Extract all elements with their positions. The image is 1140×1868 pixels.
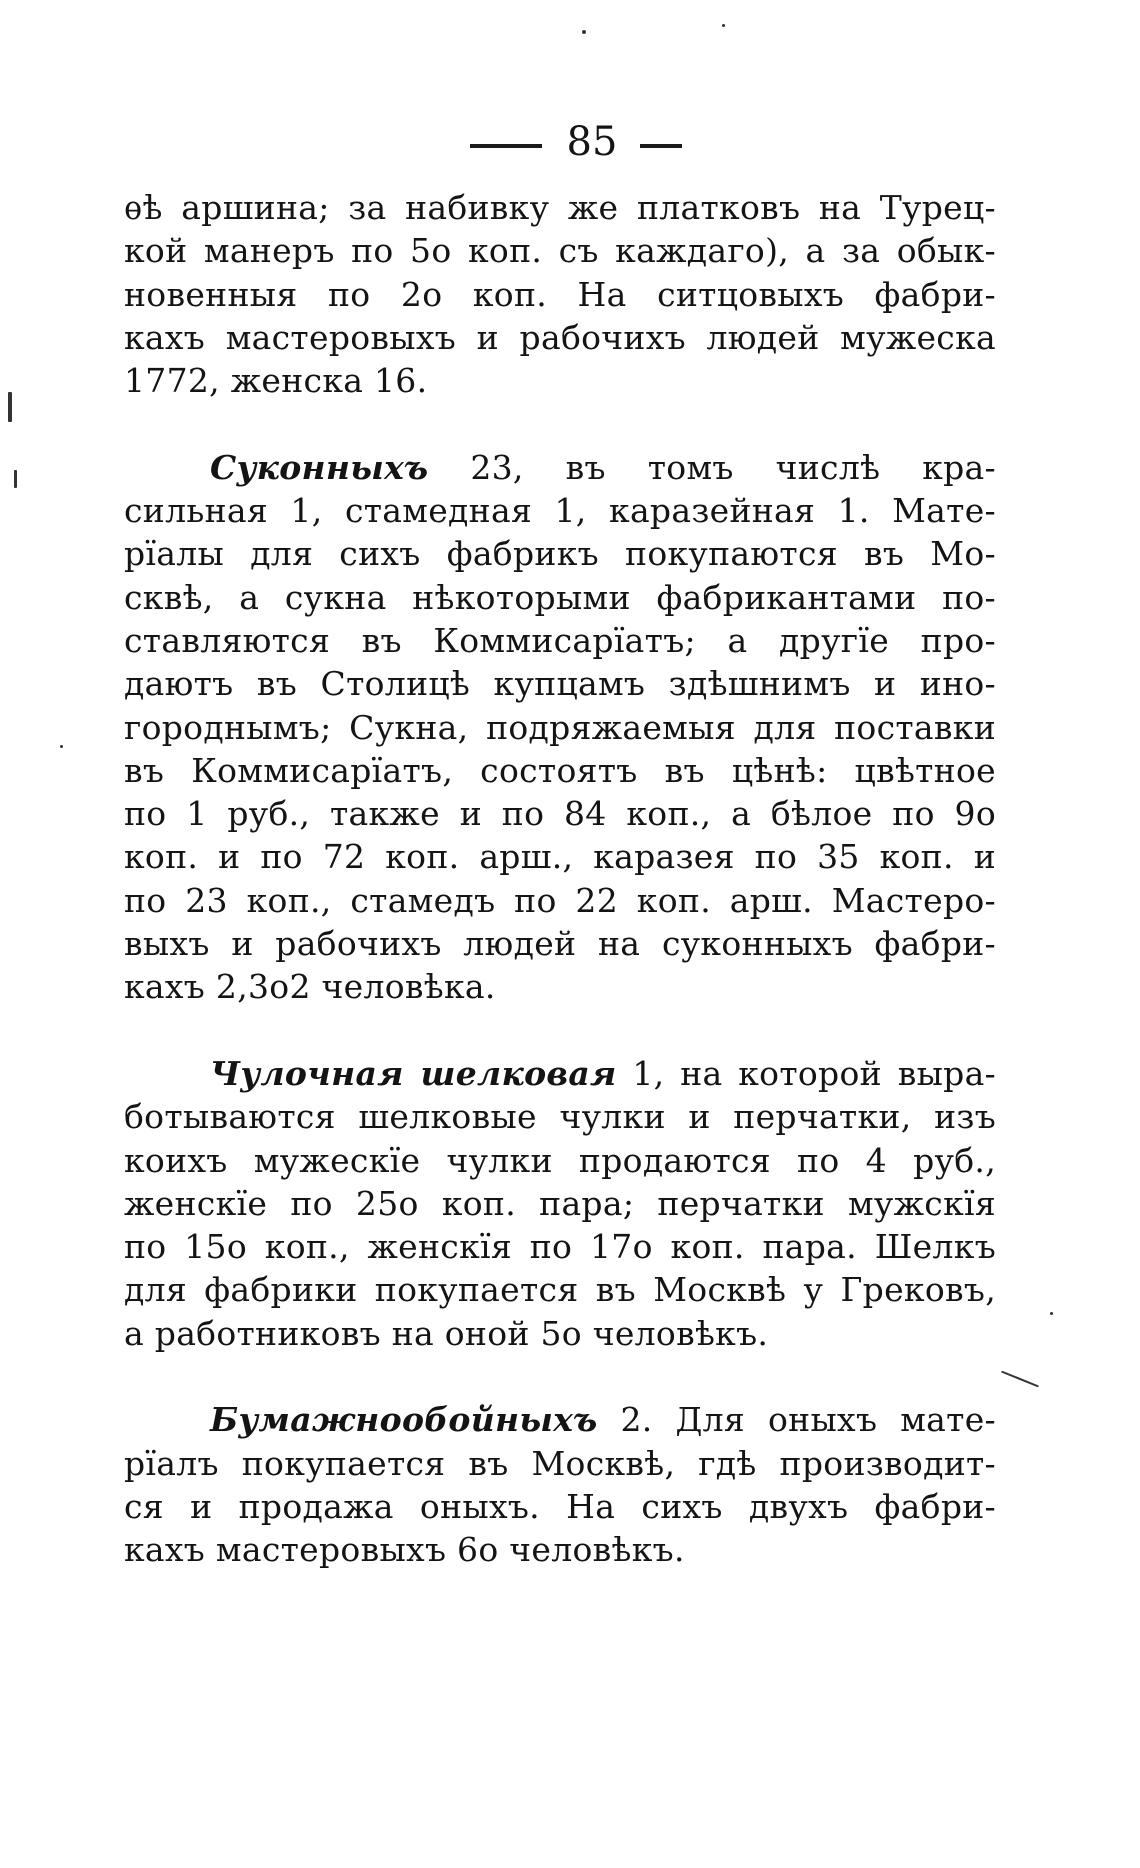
text-line: коп. и по 72 коп. арш., каразея по 35 коп. и	[124, 837, 996, 877]
text-line: женскïе по 25о коп. пара; перчатки мужскïя	[124, 1183, 996, 1223]
paragraph-lead: Бумажнообойныхъ	[210, 1400, 598, 1440]
text-line: кахъ 2,3о2 человѣка.	[124, 967, 496, 1007]
paragraph-cloth-factories	[124, 446, 996, 1009]
text-line: кахъ мастеровыхъ 6о человѣкъ.	[124, 1530, 685, 1570]
text-line-rest: 23, въ томъ числѣ кра-	[428, 447, 996, 487]
text-line-first	[124, 446, 996, 489]
paragraph-wallpaper-factories	[124, 1398, 996, 1571]
scan-speck	[14, 470, 17, 488]
text-line-rest: 2. Для оныхъ мате-	[597, 1400, 996, 1440]
text-line: даютъ въ Столицѣ купцамъ здѣшнимъ и ино-	[124, 664, 996, 704]
header-dash-right	[640, 144, 682, 148]
text-line: кахъ мастеровыхъ и рабочихъ людей мужеска	[124, 317, 996, 357]
paragraph-lead: Чулочная шелковая	[210, 1053, 617, 1093]
text-line: ѳѣ аршина; за набивку же платковъ на Турец-	[124, 188, 996, 227]
page-header	[0, 112, 1140, 172]
text-line: выхъ и рабочихъ людей на суконныхъ фабри-	[124, 924, 996, 964]
header-dash-left	[470, 144, 542, 148]
text-line-first	[124, 1052, 996, 1095]
text-line: рïалы для сихъ фабрикъ покупаются въ Мо-	[124, 534, 996, 574]
text-line: сквѣ, а сукна нѣкоторыми фабрикантами по-	[124, 577, 996, 617]
paragraph-gap	[124, 1009, 996, 1052]
paragraph-gap	[124, 402, 996, 445]
scan-speck	[1050, 1312, 1053, 1315]
text-line-rest: 1, на которой выра-	[616, 1053, 996, 1093]
text-line: 1772, женска 16.	[124, 361, 428, 401]
text-line: рïалъ покупается въ Москвѣ, гдѣ производит-	[124, 1443, 996, 1483]
text-line: а работниковъ на оной 5о человѣкъ.	[124, 1313, 769, 1353]
text-line: по 1 руб., также и по 84 коп., а бѣлое по 9о	[124, 794, 996, 834]
scan-speck	[60, 745, 63, 748]
page-number: 85	[566, 119, 618, 165]
text-line: городнымъ; Сукна, подряжаемыя для поставки	[124, 707, 996, 747]
text-line: кой манеръ по 5о коп. съ каждаго), а за обык-	[124, 231, 996, 271]
text-line: новенныя по 2о коп. На ситцовыхъ фабри-	[124, 274, 996, 314]
text-line: въ Коммисарïатъ, состоятъ въ цѣнѣ: цвѣтное	[124, 750, 996, 790]
text-line: сильная 1, стамедная 1, каразейная 1. Мате-	[124, 491, 996, 531]
text-line: ставляются въ Коммисарïатъ; а другïе про-	[124, 620, 996, 660]
text-line: по 23 коп., стамедъ по 22 коп. арш. Мастеро-	[124, 880, 996, 920]
text-line-first	[124, 1398, 996, 1441]
scan-speck	[582, 30, 586, 34]
text-line: коихъ мужескïе чулки продаются по 4 руб.,	[124, 1140, 996, 1180]
paragraph-lead: Суконныхъ	[210, 447, 429, 487]
text-line: ся и продажа оныхъ. На сихъ двухъ фабри-	[124, 1486, 996, 1526]
paragraph-silk-stocking-factory	[124, 1052, 996, 1355]
paragraph-gap	[124, 1355, 996, 1398]
text-line: по 15о коп., женскïя по 17о коп. пара. Шелкъ	[124, 1227, 996, 1267]
scan-speck	[8, 392, 12, 422]
paragraph-chintz-factories	[124, 186, 996, 402]
scan-speck	[722, 24, 725, 27]
scan-speck	[1001, 1371, 1039, 1388]
text-body	[124, 186, 996, 1572]
text-line: для фабрики покупается въ Москвѣ у Грековъ,	[124, 1270, 996, 1310]
text-line: ботываются шелковые чулки и перчатки, изъ	[124, 1097, 996, 1137]
